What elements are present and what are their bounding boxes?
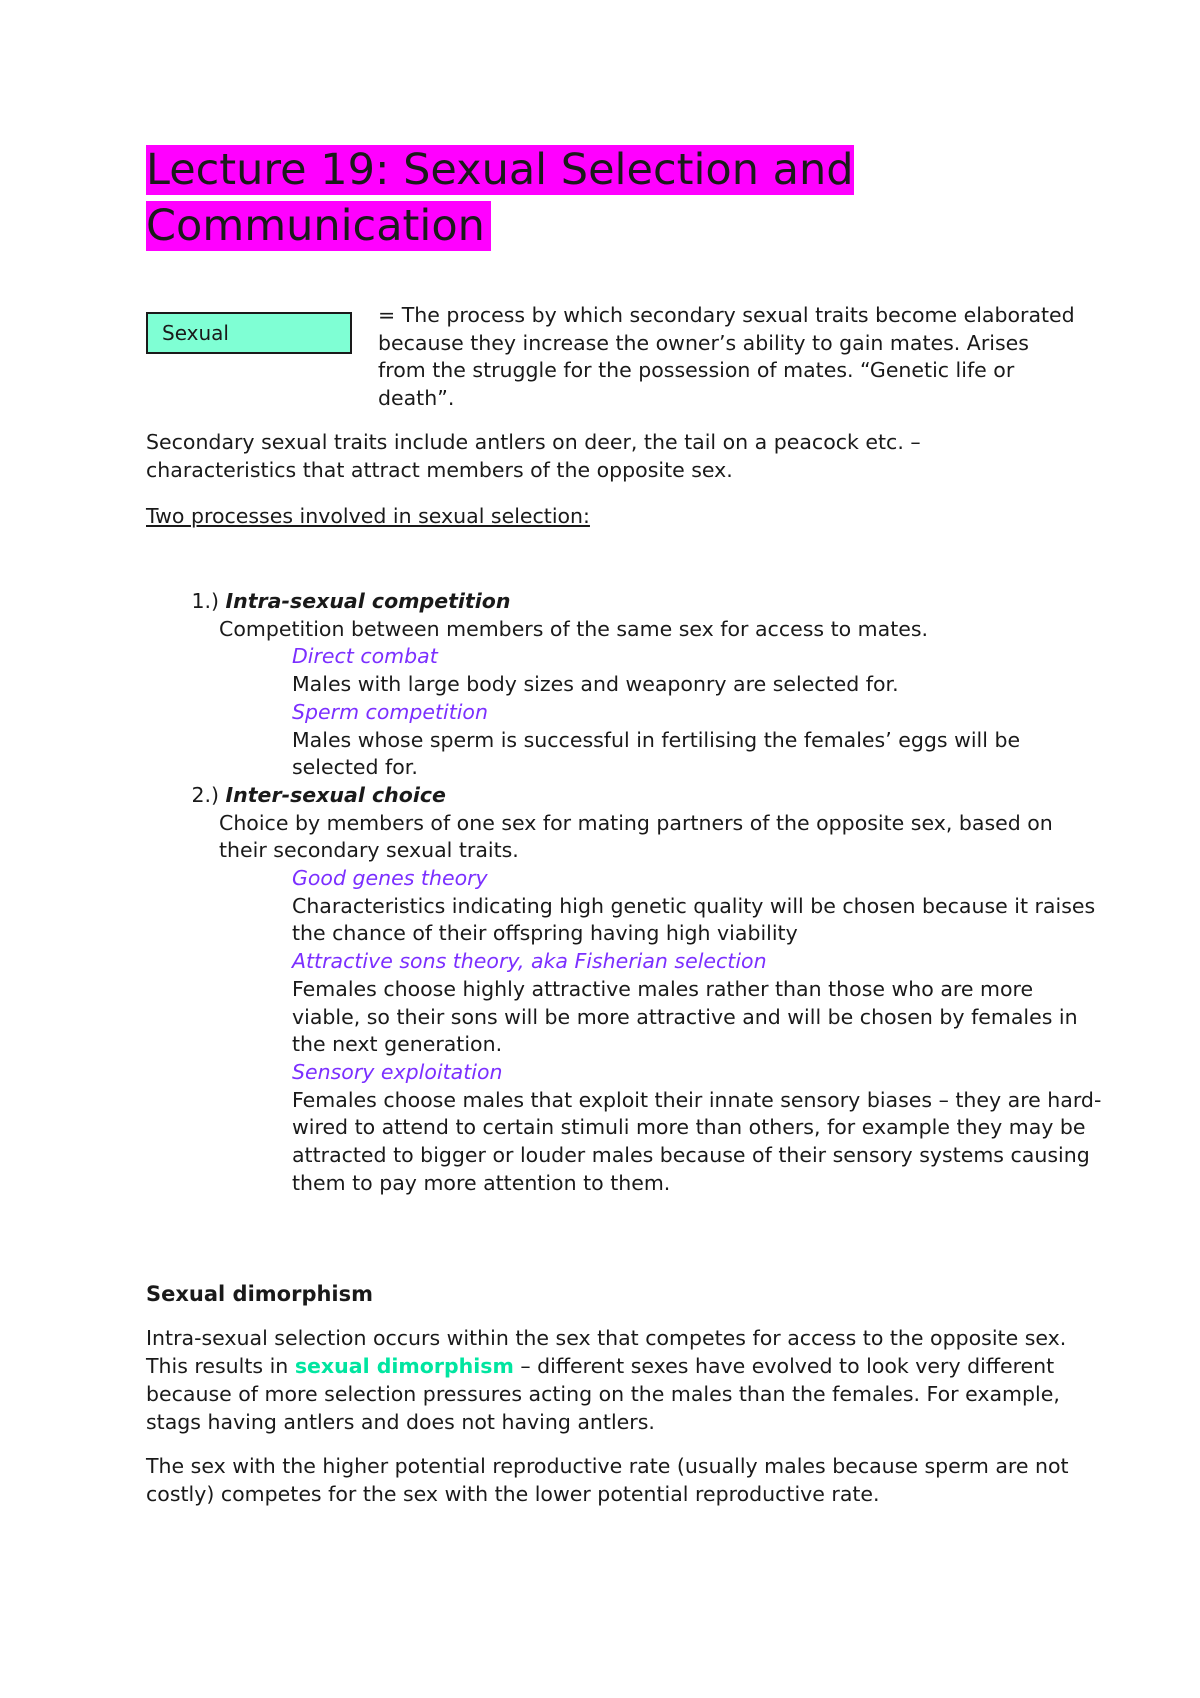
- process-name: Inter-sexual choice: [225, 782, 446, 807]
- sub-item: [219, 699, 1106, 782]
- process-number: 2.): [191, 782, 219, 807]
- process-description: Choice by members of one sex for mating partners of the opposite sex, based on their secondary sexual traits.: [219, 810, 1053, 863]
- sub-item-title: Attractive sons theory, aka Fisherian selection: [292, 949, 767, 974]
- term-box: Sexual: [146, 312, 352, 354]
- dimorphism-heading: Sexual dimorphism: [146, 1282, 374, 1306]
- dimorphism-paragraph: [146, 1324, 1076, 1436]
- process-number: 1.): [191, 589, 219, 613]
- reproductive-rate-paragraph: The sex with the higher potential reproductive rate (usually males because sperm are not costly) competes for the sex with the lower potential reproductive rate.: [146, 1454, 1069, 1506]
- dimorphism-text-after: – different sexes have evolved to look very different because of more selection pressures acting on the males than the females. For example, stags having antlers and does not having antlers.: [146, 1354, 1060, 1434]
- sub-item-title: Good genes theory: [292, 866, 488, 891]
- secondary-traits-paragraph: Secondary sexual traits include antlers on deer, the tail on a peacock etc. – characteristics that attract members of the opposite sex.: [146, 430, 921, 482]
- sub-item-title: Direct combat: [292, 644, 438, 669]
- process-item: [146, 588, 1106, 782]
- sub-item-title: Sperm competition: [292, 699, 488, 724]
- sub-item-text: Characteristics indicating high genetic quality will be chosen because it raises the chance of their offspring having high viability: [292, 893, 1096, 946]
- process-description: Competition between members of the same sex for access to mates.: [219, 616, 929, 641]
- sub-item-text: Females choose males that exploit their innate sensory biases – they are hard-wired to attend to certain stimuli more than others, for example they may be attracted to bigger or louder males because of their sensory systems causing them to pay more attention to them.: [292, 1087, 1102, 1195]
- lecture-title-text: Lecture 19: Sexual Selection and Communication: [146, 145, 854, 251]
- process-item: [146, 782, 1106, 1198]
- sub-item-title: Sensory exploitation: [292, 1059, 503, 1084]
- sub-item: [219, 865, 1106, 948]
- sub-item: [219, 948, 1106, 1059]
- dimorphism-text-before: Intra-sexual selection occurs within the sex that competes for access to the opposite sex. This results in: [146, 1326, 1067, 1378]
- dimorphism-keyword: sexual dimorphism: [294, 1354, 514, 1378]
- sub-item-text: Males with large body sizes and weaponry are selected for.: [292, 672, 899, 697]
- sub-item-text: Females choose highly attractive males rather than those who are more viable, so their sons will be more attractive and will be chosen by females in the next generation.: [292, 976, 1078, 1057]
- sub-item-text: Males whose sperm is successful in fertilising the females’ eggs will be selected for.: [292, 727, 1021, 780]
- lecture-title: [146, 142, 906, 254]
- process-name: Intra-sexual competition: [225, 589, 511, 613]
- sub-item: [219, 1059, 1106, 1198]
- definition-text: = The process by which secondary sexual traits become elaborated because they increase the owner’s ability to gain mates. Arises from the struggle for the possession of mates. “Genetic life or death”.: [378, 303, 1075, 411]
- processes-heading: Two processes involved in sexual selection:: [146, 504, 590, 528]
- sub-item: [219, 643, 1106, 698]
- processes-list: [146, 588, 1106, 1197]
